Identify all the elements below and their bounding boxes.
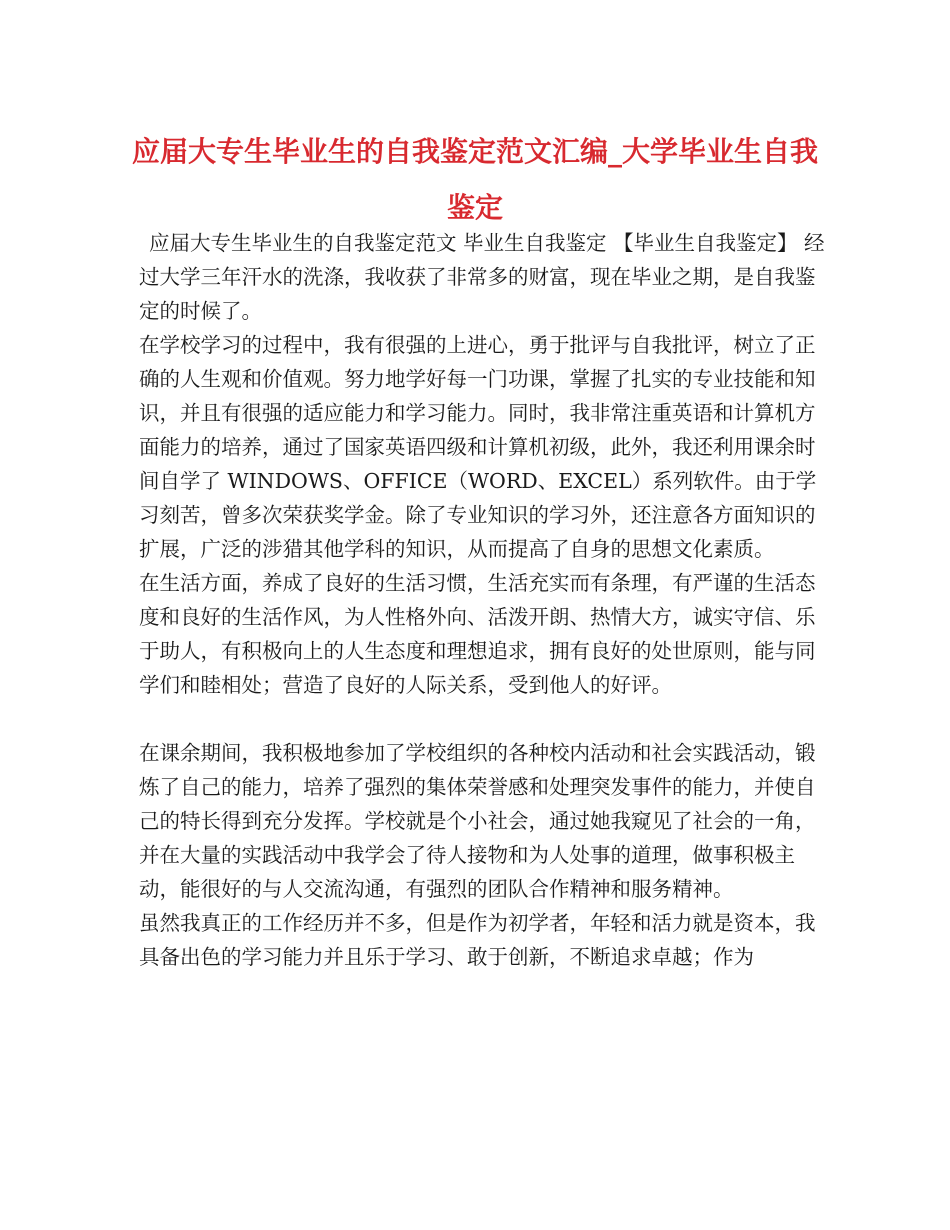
paragraph-experience: 虽然我真正的工作经历并不多，但是作为初学者，年轻和活力就是资本，我具备出色的学习能力并且乐于学习、敢于创新，不断追求卓越；作为 xyxy=(139,911,816,969)
document-title: 应届大专生毕业生的自我鉴定范文汇编_大学毕业生自我鉴定 xyxy=(131,135,818,224)
paragraph-activities: 在课余期间，我积极地参加了学校组织的各种校内活动和社会实践活动，锻炼了自己的能力，培养了强烈的集体荣誉感和处理突发事件的能力，并使自己的特长得到充分发挥。学校就是个小社会，通过她我窥见了社会的一角，并在大量的实践活动中我学会了待人接物和为人处事的道理，做事积极主动，能很好的与人交流沟通，有强烈的团队合作精神和服务精神。 xyxy=(139,741,816,901)
paragraph-gap xyxy=(139,702,829,736)
paragraph-study: 在学校学习的过程中，我有很强的上进心，勇于批评与自我批评，树立了正确的人生观和价值观。努力地学好每一门功课，掌握了扎实的专业技能和知识，并且有很强的适应能力和学习能力。同时，我非常注重英语和计算机方面能力的培养，通过了国家英语四级和计算机初级，此外，我还利用课余时间自学了 WINDOWS、OFFICE（WORD、EXCEL）系列软件。由于学习刻苦，曾多次荣获奖学金。除了专业知识的学习外，还注意各方面知识的扩展，广泛的涉猎其他学科的知识，从而提高了自身的思想文化素质。 xyxy=(139,333,817,561)
document-body xyxy=(139,226,829,974)
paragraph-intro: 应届大专生毕业生的自我鉴定范文 毕业生自我鉴定 【毕业生自我鉴定】 经过大学三年汗水的洗涤，我收获了非常多的财富，现在毕业之期，是自我鉴定的时候了。 xyxy=(139,231,825,323)
paragraph-life: 在生活方面，养成了良好的生活习惯，生活充实而有条理，有严谨的生活态度和良好的生活作风，为人性格外向、活泼开朗、热情大方，诚实守信、乐于助人，有积极向上的人生态度和理想追求，拥有良好的处世原则，能与同学们和睦相处；营造了良好的人际关系，受到他人的好评。 xyxy=(139,571,816,697)
